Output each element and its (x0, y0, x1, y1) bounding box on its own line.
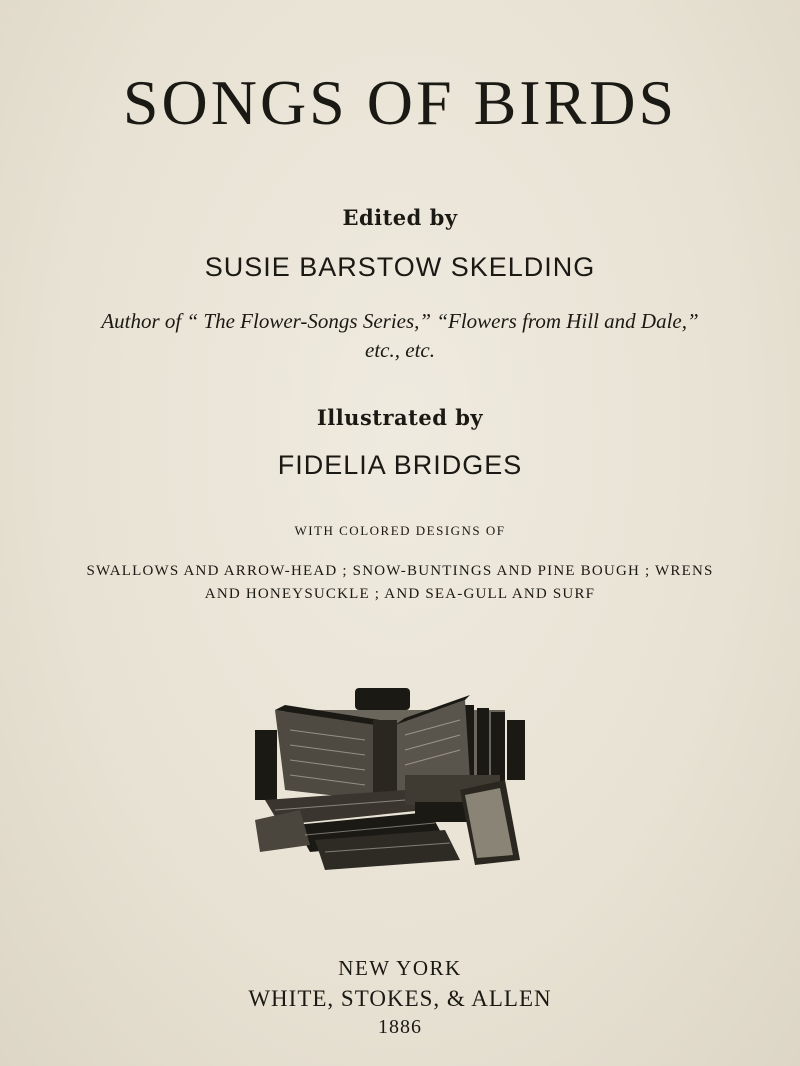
illustrated-by-label: Illustrated by (316, 405, 484, 430)
designs-line-1: SWALLOWS AND ARROW-HEAD ; SNOW-BUNTINGS AND PINE BOUGH ; WRENS (86, 563, 714, 579)
book-title: SONGS OF BIRDS (122, 67, 678, 138)
editor-credits-line-2: etc., etc. (365, 338, 435, 362)
illustrator-name: FIDELIA BRIDGES (277, 450, 523, 480)
books-woodcut-icon (255, 680, 535, 875)
designs-heading: WITH COLORED DESIGNS OF (294, 523, 506, 538)
imprint-publisher: WHITE, STOKES, & ALLEN (248, 986, 552, 1011)
editor-name: SUSIE BARSTOW SKELDING (204, 252, 596, 282)
designs-line-2: AND HONEYSUCKLE ; AND SEA-GULL AND SURF (204, 586, 596, 602)
edited-by-label: Edited by (342, 205, 458, 230)
imprint-year: 1886 (378, 1016, 422, 1038)
imprint-city: NEW YORK (338, 956, 462, 980)
editor-credits-line-1: Author of “ The Flower-Songs Series,” “Flowers from Hill and Dale,” (101, 309, 699, 333)
